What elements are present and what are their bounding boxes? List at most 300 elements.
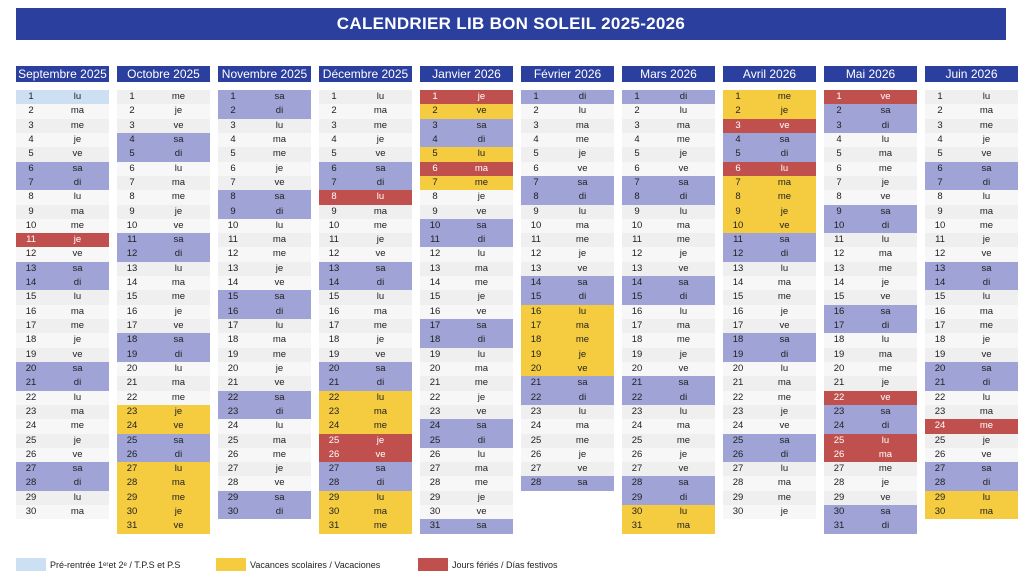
day-number: 3 bbox=[28, 119, 34, 131]
day-number: 7 bbox=[937, 176, 943, 188]
day-name: me bbox=[373, 520, 388, 532]
day-row bbox=[218, 162, 311, 176]
day-row bbox=[16, 434, 109, 448]
day-row bbox=[117, 190, 210, 204]
day-name: sa bbox=[880, 506, 891, 518]
day-row bbox=[521, 233, 614, 247]
day-number: 17 bbox=[328, 320, 340, 331]
day-number: 23 bbox=[227, 405, 239, 417]
day-name: ma bbox=[474, 362, 489, 374]
day-row bbox=[218, 491, 311, 505]
day-number: 24 bbox=[631, 420, 643, 432]
month-column bbox=[319, 66, 412, 534]
day-row bbox=[16, 462, 109, 476]
day-number: 1 bbox=[129, 91, 135, 102]
month-header: Janvier 2026 bbox=[420, 66, 513, 82]
day-row bbox=[420, 448, 513, 462]
day-row bbox=[117, 348, 210, 362]
day-name: je bbox=[477, 91, 486, 102]
day-name: je bbox=[780, 205, 789, 217]
day-row bbox=[319, 348, 412, 362]
day-row bbox=[622, 319, 715, 333]
day-row bbox=[622, 233, 715, 247]
day-number: 21 bbox=[833, 377, 845, 389]
day-number: 6 bbox=[331, 162, 337, 174]
day-row bbox=[319, 462, 412, 476]
day-row bbox=[925, 476, 1018, 490]
day-number: 6 bbox=[129, 162, 135, 174]
day-number: 2 bbox=[937, 105, 943, 117]
day-row bbox=[117, 233, 210, 247]
day-row bbox=[319, 133, 412, 147]
day-row bbox=[824, 476, 917, 490]
month-header: Décembre 2025 bbox=[319, 66, 412, 82]
day-row bbox=[420, 247, 513, 261]
day-name: di bbox=[679, 191, 688, 203]
day-number: 9 bbox=[836, 205, 842, 217]
day-number: 22 bbox=[732, 391, 744, 403]
day-name: lu bbox=[982, 191, 991, 203]
day-row bbox=[521, 376, 614, 390]
day-number: 24 bbox=[328, 420, 340, 432]
day-number: 10 bbox=[631, 219, 643, 231]
day-number: 28 bbox=[328, 477, 340, 489]
day-name: ve bbox=[678, 463, 689, 475]
day-number: 23 bbox=[631, 405, 643, 417]
day-row bbox=[16, 276, 109, 290]
day-row bbox=[319, 247, 412, 261]
day-name: me bbox=[70, 219, 85, 231]
day-number: 12 bbox=[833, 248, 845, 260]
day-name: di bbox=[780, 248, 789, 260]
day-name: ve bbox=[375, 248, 386, 260]
day-name: di bbox=[376, 176, 385, 188]
day-number: 28 bbox=[530, 477, 542, 489]
day-number: 17 bbox=[732, 320, 744, 331]
day-row bbox=[622, 147, 715, 161]
day-name: je bbox=[174, 405, 183, 417]
day-number: 29 bbox=[833, 491, 845, 503]
month-column bbox=[824, 66, 917, 534]
day-row bbox=[319, 333, 412, 347]
day-row bbox=[117, 119, 210, 133]
day-row bbox=[723, 162, 816, 176]
month-header: Juin 2026 bbox=[925, 66, 1018, 82]
day-name: sa bbox=[72, 463, 83, 475]
day-row bbox=[319, 391, 412, 405]
day-number: 4 bbox=[129, 133, 135, 145]
day-name: je bbox=[376, 334, 385, 346]
day-name: lu bbox=[73, 391, 82, 403]
day-name: me bbox=[777, 291, 792, 303]
day-row bbox=[117, 247, 210, 261]
day-row bbox=[925, 362, 1018, 376]
day-row bbox=[824, 491, 917, 505]
day-row bbox=[925, 104, 1018, 118]
day-number: 14 bbox=[732, 277, 744, 289]
month-header: Novembre 2025 bbox=[218, 66, 311, 82]
day-name: sa bbox=[981, 463, 992, 475]
day-row bbox=[824, 176, 917, 190]
day-row bbox=[622, 205, 715, 219]
day-name: di bbox=[780, 348, 789, 360]
day-number: 3 bbox=[836, 119, 842, 131]
day-number: 17 bbox=[530, 320, 542, 331]
day-row bbox=[723, 476, 816, 490]
day-number: 22 bbox=[833, 391, 845, 403]
day-number: 13 bbox=[934, 262, 946, 274]
day-name: je bbox=[578, 348, 587, 360]
day-name: sa bbox=[678, 477, 689, 489]
day-name: lu bbox=[73, 291, 82, 303]
day-name: lu bbox=[376, 91, 385, 102]
day-number: 4 bbox=[432, 133, 438, 145]
day-name: di bbox=[73, 176, 82, 188]
day-name: ma bbox=[373, 506, 388, 518]
day-number: 30 bbox=[429, 506, 441, 518]
day-name: je bbox=[881, 477, 890, 489]
day-row bbox=[723, 290, 816, 304]
day-row bbox=[521, 147, 614, 161]
day-name: me bbox=[272, 148, 287, 160]
day-name: sa bbox=[274, 491, 285, 503]
day-name: ma bbox=[979, 105, 994, 117]
day-number: 12 bbox=[328, 248, 340, 260]
day-row bbox=[622, 405, 715, 419]
day-row bbox=[16, 333, 109, 347]
day-name: me bbox=[575, 434, 590, 446]
day-number: 28 bbox=[227, 477, 239, 489]
day-row bbox=[420, 262, 513, 276]
day-name: ve bbox=[779, 320, 790, 331]
day-name: ve bbox=[880, 491, 891, 503]
day-row bbox=[723, 391, 816, 405]
day-name: sa bbox=[880, 205, 891, 217]
day-name: lu bbox=[275, 320, 284, 331]
day-number: 12 bbox=[25, 248, 37, 260]
day-number: 13 bbox=[328, 262, 340, 274]
day-number: 15 bbox=[631, 291, 643, 303]
day-number: 15 bbox=[833, 291, 845, 303]
day-name: je bbox=[679, 248, 688, 260]
day-number: 16 bbox=[833, 305, 845, 317]
day-number: 26 bbox=[25, 448, 37, 460]
day-number: 4 bbox=[937, 133, 943, 145]
day-number: 25 bbox=[530, 434, 542, 446]
day-row bbox=[925, 305, 1018, 319]
day-number: 4 bbox=[28, 133, 34, 145]
day-name: me bbox=[575, 133, 590, 145]
day-row bbox=[16, 348, 109, 362]
day-number: 27 bbox=[631, 463, 643, 475]
day-name: me bbox=[171, 291, 186, 303]
day-row bbox=[521, 476, 614, 490]
day-name: ma bbox=[979, 305, 994, 317]
day-name: je bbox=[578, 448, 587, 460]
day-number: 1 bbox=[937, 91, 943, 102]
day-row bbox=[723, 219, 816, 233]
day-name: je bbox=[73, 334, 82, 346]
day-row bbox=[420, 362, 513, 376]
day-row bbox=[218, 391, 311, 405]
day-number: 9 bbox=[533, 205, 539, 217]
day-name: me bbox=[474, 377, 489, 389]
day-number: 16 bbox=[429, 305, 441, 317]
day-number: 20 bbox=[732, 362, 744, 374]
day-row bbox=[218, 448, 311, 462]
day-number: 5 bbox=[331, 148, 337, 160]
day-row bbox=[319, 505, 412, 519]
day-number: 2 bbox=[331, 105, 337, 117]
day-name: ve bbox=[779, 119, 790, 131]
day-number: 4 bbox=[331, 133, 337, 145]
day-number: 11 bbox=[329, 234, 339, 246]
day-name: lu bbox=[679, 205, 688, 217]
day-row bbox=[925, 119, 1018, 133]
month-header: Février 2026 bbox=[521, 66, 614, 82]
day-name: ma bbox=[575, 119, 590, 131]
day-row bbox=[824, 262, 917, 276]
day-number: 18 bbox=[429, 334, 441, 346]
day-number: 10 bbox=[530, 219, 542, 231]
month-column bbox=[420, 66, 513, 534]
legend bbox=[16, 558, 1006, 576]
day-number: 21 bbox=[530, 377, 542, 389]
day-row bbox=[218, 376, 311, 390]
day-number: 25 bbox=[126, 434, 138, 446]
day-number: 19 bbox=[25, 348, 37, 360]
day-number: 3 bbox=[937, 119, 943, 131]
day-row bbox=[420, 319, 513, 333]
day-row bbox=[723, 462, 816, 476]
day-name: di bbox=[275, 205, 284, 217]
day-row bbox=[521, 90, 614, 104]
day-number: 30 bbox=[227, 506, 239, 518]
day-number: 13 bbox=[227, 262, 239, 274]
day-name: lu bbox=[982, 391, 991, 403]
day-name: ve bbox=[476, 205, 487, 217]
day-number: 26 bbox=[631, 448, 643, 460]
day-name: ma bbox=[878, 248, 893, 260]
day-row bbox=[218, 434, 311, 448]
day-row bbox=[16, 319, 109, 333]
day-number: 28 bbox=[833, 477, 845, 489]
day-number: 10 bbox=[25, 219, 37, 231]
day-name: je bbox=[881, 377, 890, 389]
day-row bbox=[723, 305, 816, 319]
day-row bbox=[824, 119, 917, 133]
day-name: me bbox=[878, 162, 893, 174]
day-name: je bbox=[275, 362, 284, 374]
day-number: 28 bbox=[934, 477, 946, 489]
day-name: di bbox=[982, 377, 991, 389]
day-number: 31 bbox=[631, 520, 643, 532]
day-row bbox=[117, 162, 210, 176]
day-name: ma bbox=[171, 377, 186, 389]
day-name: sa bbox=[375, 262, 386, 274]
day-number: 24 bbox=[530, 420, 542, 432]
day-row bbox=[218, 319, 311, 333]
day-row bbox=[319, 419, 412, 433]
day-row bbox=[16, 176, 109, 190]
day-name: ma bbox=[70, 405, 85, 417]
day-row bbox=[521, 104, 614, 118]
day-name: me bbox=[171, 191, 186, 203]
day-number: 7 bbox=[230, 176, 236, 188]
day-row bbox=[319, 519, 412, 533]
month-header: Avril 2026 bbox=[723, 66, 816, 82]
day-number: 9 bbox=[28, 205, 34, 217]
day-number: 29 bbox=[227, 491, 239, 503]
day-number: 20 bbox=[934, 362, 946, 374]
day-number: 24 bbox=[126, 420, 138, 432]
day-row bbox=[824, 448, 917, 462]
day-row bbox=[622, 333, 715, 347]
day-name: je bbox=[780, 305, 789, 317]
day-number: 31 bbox=[328, 520, 340, 532]
day-name: me bbox=[676, 334, 691, 346]
day-name: ma bbox=[373, 405, 388, 417]
day-name: ma bbox=[979, 506, 994, 518]
day-name: je bbox=[578, 248, 587, 260]
day-name: ve bbox=[72, 148, 83, 160]
day-number: 7 bbox=[533, 176, 539, 188]
day-name: sa bbox=[375, 162, 386, 174]
day-name: di bbox=[881, 420, 890, 432]
day-row bbox=[420, 434, 513, 448]
day-row bbox=[16, 162, 109, 176]
day-number: 26 bbox=[833, 448, 845, 460]
day-number: 5 bbox=[28, 148, 34, 160]
day-name: je bbox=[174, 305, 183, 317]
day-name: di bbox=[477, 234, 486, 246]
month-column bbox=[622, 66, 715, 534]
day-number: 23 bbox=[429, 405, 441, 417]
day-row bbox=[16, 190, 109, 204]
day-number: 9 bbox=[937, 205, 943, 217]
day-name: sa bbox=[173, 234, 184, 246]
day-row bbox=[319, 205, 412, 219]
day-row bbox=[925, 290, 1018, 304]
day-name: ve bbox=[678, 162, 689, 174]
day-row bbox=[925, 319, 1018, 333]
day-row bbox=[420, 333, 513, 347]
day-number: 29 bbox=[126, 491, 138, 503]
day-row bbox=[723, 190, 816, 204]
day-row bbox=[824, 247, 917, 261]
day-name: ve bbox=[981, 448, 992, 460]
day-name: di bbox=[275, 405, 284, 417]
day-name: je bbox=[73, 234, 82, 246]
day-number: 21 bbox=[732, 377, 744, 389]
day-name: di bbox=[679, 391, 688, 403]
day-number: 16 bbox=[530, 305, 542, 317]
day-number: 11 bbox=[127, 234, 137, 246]
day-name: sa bbox=[779, 234, 790, 246]
day-name: di bbox=[174, 148, 183, 160]
day-name: sa bbox=[577, 277, 588, 289]
day-row bbox=[723, 362, 816, 376]
day-number: 19 bbox=[328, 348, 340, 360]
day-number: 26 bbox=[530, 448, 542, 460]
day-name: je bbox=[275, 262, 284, 274]
day-name: di bbox=[73, 477, 82, 489]
day-name: ma bbox=[777, 176, 792, 188]
day-name: di bbox=[376, 277, 385, 289]
day-name: sa bbox=[72, 162, 83, 174]
day-name: lu bbox=[174, 162, 183, 174]
day-name: je bbox=[73, 434, 82, 446]
day-row bbox=[16, 147, 109, 161]
day-number: 16 bbox=[25, 305, 37, 317]
day-name: sa bbox=[779, 434, 790, 446]
day-number: 10 bbox=[833, 219, 845, 231]
day-row bbox=[521, 362, 614, 376]
legend-swatch-feries bbox=[418, 558, 448, 571]
day-row bbox=[117, 262, 210, 276]
month-column bbox=[16, 66, 109, 519]
day-name: lu bbox=[477, 148, 486, 160]
day-row bbox=[622, 219, 715, 233]
day-number: 19 bbox=[732, 348, 744, 360]
day-name: lu bbox=[982, 291, 991, 303]
day-number: 29 bbox=[25, 491, 37, 503]
day-number: 24 bbox=[732, 420, 744, 432]
day-number: 18 bbox=[530, 334, 542, 346]
day-row bbox=[218, 362, 311, 376]
day-row bbox=[420, 147, 513, 161]
day-row bbox=[319, 147, 412, 161]
day-row bbox=[521, 119, 614, 133]
day-name: me bbox=[979, 119, 994, 131]
day-number: 2 bbox=[28, 105, 34, 117]
day-number: 9 bbox=[735, 205, 741, 217]
day-number: 12 bbox=[429, 248, 441, 260]
day-name: ve bbox=[577, 463, 588, 475]
day-name: me bbox=[777, 491, 792, 503]
day-row bbox=[925, 434, 1018, 448]
day-name: ve bbox=[981, 348, 992, 360]
day-number: 8 bbox=[937, 191, 943, 203]
day-name: di bbox=[174, 248, 183, 260]
day-number: 31 bbox=[833, 520, 845, 532]
day-list bbox=[319, 90, 412, 534]
day-name: sa bbox=[678, 176, 689, 188]
day-row bbox=[319, 434, 412, 448]
day-name: lu bbox=[679, 405, 688, 417]
day-row bbox=[218, 247, 311, 261]
day-name: sa bbox=[274, 191, 285, 203]
day-name: ve bbox=[375, 148, 386, 160]
day-row bbox=[16, 104, 109, 118]
day-number: 14 bbox=[227, 277, 239, 289]
day-row bbox=[622, 90, 715, 104]
day-row bbox=[420, 233, 513, 247]
day-name: sa bbox=[476, 119, 487, 131]
day-row bbox=[16, 419, 109, 433]
day-row bbox=[824, 505, 917, 519]
day-row bbox=[319, 362, 412, 376]
day-row bbox=[16, 476, 109, 490]
day-name: sa bbox=[678, 377, 689, 389]
day-row bbox=[622, 434, 715, 448]
day-name: je bbox=[780, 506, 789, 518]
day-name: ve bbox=[173, 520, 184, 532]
legend-swatch-prerentree bbox=[16, 558, 46, 571]
day-name: me bbox=[474, 477, 489, 489]
day-number: 8 bbox=[331, 191, 337, 203]
day-number: 21 bbox=[328, 377, 340, 389]
